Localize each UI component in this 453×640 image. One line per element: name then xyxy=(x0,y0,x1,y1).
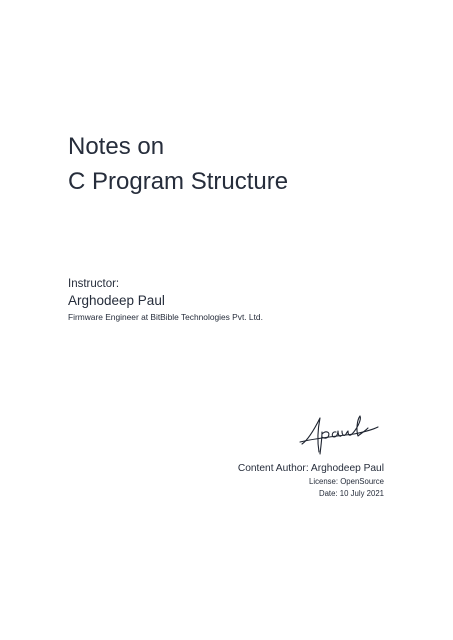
signature-stroke xyxy=(320,432,329,454)
date-text: Date: 10 July 2021 xyxy=(318,489,384,498)
title-line-2: C Program Structure xyxy=(68,168,289,195)
document-meta xyxy=(144,461,384,500)
signature-stroke xyxy=(302,418,320,452)
document-title xyxy=(68,129,398,199)
instructor-role: Firmware Engineer at BitBible Technologies Pvt. Ltd. xyxy=(68,312,263,322)
content-author: Content Author: Arghodeep Paul xyxy=(237,463,384,474)
title-line-1: Notes on xyxy=(68,133,165,160)
handwritten-signature xyxy=(298,412,382,462)
license-text: License: OpenSource xyxy=(309,477,384,486)
instructor-label: Instructor: xyxy=(68,278,120,290)
instructor-name: Arghodeep Paul xyxy=(68,293,165,308)
instructor-section xyxy=(68,277,428,324)
